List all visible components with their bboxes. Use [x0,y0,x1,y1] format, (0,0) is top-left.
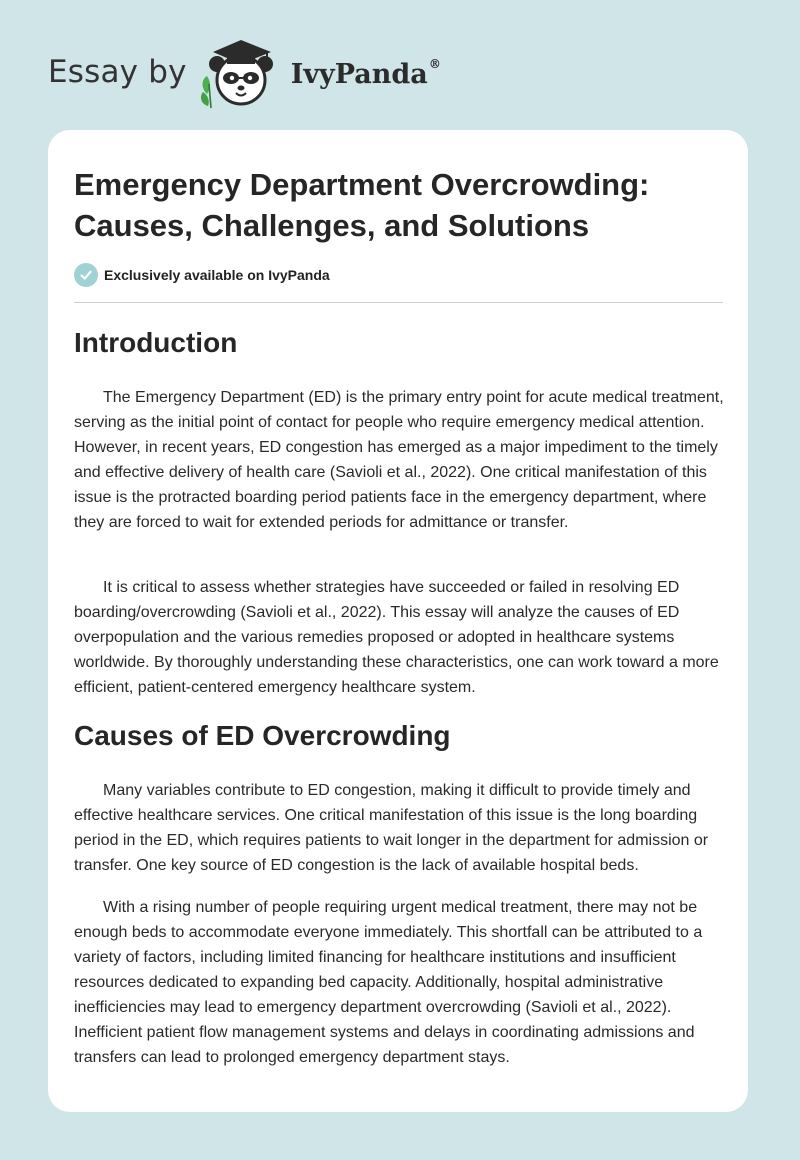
panda-graduate-icon[interactable] [193,34,289,110]
essay-title: Emergency Department Overcrowding: Causes, Challenges, and Solutions [74,167,650,243]
section-heading-introduction: Introduction [74,327,238,358]
paragraph: The Emergency Department (ED) is the primary entry point for acute medical treatment, serving as the initial point of contact for people who require emergency medical attention. However, in recent years, ED congestion has emerged as a major impediment to the timely and effective delivery of health care (Savioli et al., 2022). One critical manifestation of this issue is the protracted boarding period patients face in the emergency department, where they are forced to wait for extended periods for admittance or transfer. [74,389,724,531]
brand-name-text: IvyPanda [290,58,428,90]
site-header [48,34,441,110]
badge-text: Exclusively available on IvyPanda [104,267,330,283]
registered-mark: ® [428,56,441,71]
paragraph: Many variables contribute to ED congestion, making it difficult to provide timely and effective healthcare services. One critical manifestation of this issue is the long boarding period in the ED, which requires patients to wait longer in the department for admission or transfer. One key source of ED congestion is the lack of available hospital beds. [74,782,709,874]
exclusive-badge [74,263,330,287]
paragraph: With a rising number of people requiring urgent medical treatment, there may not be enough beds to accommodate everyone immediately. This shortfall can be attributed to a variety of factors, including limited financing for healthcare institutions and insufficient resources dedicated to expanding bed capacity. Additionally, hospital administrative inefficiencies may lead to emergency department overcrowding (Savioli et al., 2022). Inefficient patient flow management systems and delays in coordinating admissions and transfers can lead to prolonged emergency department stays. [74,899,703,1066]
brand-prefix: Essay by [48,54,187,90]
brand-name[interactable] [290,56,441,90]
essay-card [48,130,748,1112]
divider [74,302,723,303]
check-icon [74,263,98,287]
section-heading-causes: Causes of ED Overcrowding [74,720,451,751]
paragraph: It is critical to assess whether strategies have succeeded or failed in resolving ED boarding/overcrowding (Savioli et al., 2022). This essay will analyze the causes of ED overpopulation and the various remedies proposed or adopted in healthcare systems worldwide. By thoroughly understanding these characteristics, one can work toward a more efficient, patient-centered emergency healthcare system. [74,579,719,696]
